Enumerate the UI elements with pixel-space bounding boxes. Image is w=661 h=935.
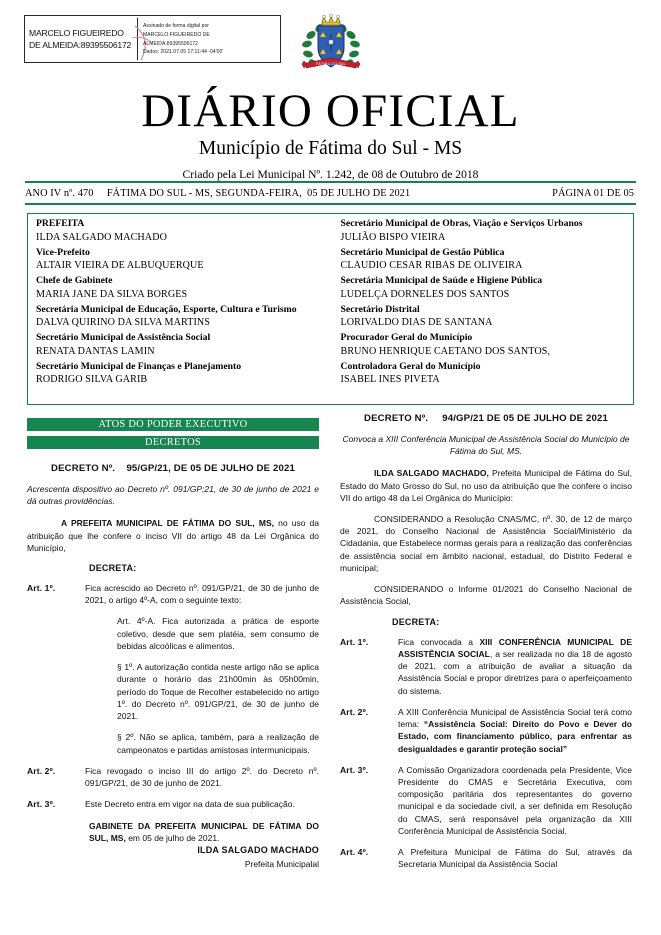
article-block [340, 846, 632, 870]
considerando-1: CONSIDERANDO a Resolução CNAS/MC, nº. 30, de 12 de março de 2021, do Conselho Nacional de Assistência Social/Ministério da Cidadania, que Estabelece normas gerais para a realização das conferências de assistência social em âmbito nacional, estadual, do Distrito Federal e municipal; [340, 513, 633, 573]
article-part-1: A XIII Conferência Municipal de Assistência Social terá como tema: [398, 706, 632, 730]
official-role: Secretário Municipal de Finanças e Planejamento [36, 360, 242, 372]
paragraph-2-text: § 2º. Não se aplica, também, para a realização de campeonatos e partidas amistosas intermunicipais. [117, 732, 319, 755]
official-name: RODRIGO SILVA GARIB [36, 374, 148, 386]
article-label: Art. 3º. [27, 799, 56, 810]
article-block [27, 798, 319, 810]
article-block [27, 582, 319, 606]
officials-column-left [28, 214, 331, 404]
article-block [340, 706, 632, 755]
article-part-1: Fica convocada a [398, 636, 480, 647]
official-role: Procurador Geral do Município [340, 332, 473, 343]
page-number-label: PÁGINA 01 DE 05 [552, 188, 634, 199]
svg-text:FÁTIMA DO SUL: FÁTIMA DO SUL [316, 62, 346, 67]
article-body: Este Decreto entra em vigor na data de sua publicação. [85, 799, 295, 810]
decree-preamble-bold: ILDA SALGADO MACHADO, [374, 468, 489, 479]
official-name: JULIÃO BISPO VIEIRA [340, 231, 446, 243]
official-name: DALVA QUIRINO DA SILVA MARTINS [36, 317, 211, 329]
official-role: Secretário Municipal de Assistência Social [36, 332, 211, 343]
signature-detail-line-4: Dados: 2021.07.05 17:11:44 -04'00' [143, 49, 224, 56]
paragraph-1-text: § 1º. A autorização contida neste artigo não se aplica durante o horário das 21h00min às 05h00min, período do Toque de Recolher estabelecido no artigo 1º. do Decreto nº. 091/GP/21, de 30 de junho de 2021. [117, 662, 319, 722]
decree-preamble-bold: A PREFEITA MUNICIPAL DE FÁTIMA DO SUL, MS, [61, 518, 275, 529]
article-block [340, 636, 632, 697]
article-body: A Prefeitura Municipal de Fátima do Sul, através da Secretaria Municipal da Assistência Social [398, 847, 632, 870]
article-body: Fica revogado o inciso III do artigo 2º. do Decreto nº. 091/GP/21, de 30 de junho de 2021. [85, 765, 319, 789]
official-role: Secretário Municipal de Gestão Pública [340, 246, 505, 258]
signature-detail-line-2: MARCELO FIGUEIREDO DE [143, 31, 210, 38]
official-name: RENATA DANTAS LAMIN [36, 345, 155, 357]
article-body: Fica acrescido ao Decreto nº. 091/GP/21, de 30 de junho de 2021, o artigo 4º-A, com o seguinte texto: [85, 582, 319, 606]
official-name: ILDA SALGADO MACHADO [36, 231, 167, 243]
official-role: Chefe de Gabinete [36, 275, 113, 286]
issue-info-bar [25, 185, 636, 202]
article-body [398, 706, 632, 755]
decree-heading: DECRETO Nº. 94/GP/21 DE 05 DE JULHO DE 2021 [364, 413, 608, 424]
article-body [398, 636, 632, 697]
official-name: ALTAIR VIEIRA DE ALBUQUERQUE [36, 260, 204, 272]
coat-of-arms-icon [298, 13, 364, 85]
article-block [340, 764, 632, 837]
official-role: Secretário Distrital [340, 303, 420, 315]
officials-box [27, 213, 634, 405]
official-name: MARIA JANE DA SILVA BORGES [36, 288, 188, 300]
article-block [27, 765, 319, 789]
decree-column-right [340, 413, 632, 880]
article-theme-bold: “Assistência Social: Direito do Povo e Dever do Estado, com financiamento público, para enfrentar as desigualdades e garantir proteção social” [398, 719, 632, 754]
section-banner-decretos: DECRETOS [27, 436, 319, 449]
closing-rest: em 05 de julho de 2021. [125, 832, 220, 843]
masthead-subtitle: Município de Fátima do Sul - MS [198, 137, 463, 159]
decree-ementa: Acrescenta dispositivo ao Decreto nº. 091/GP;21, de 30 de junho de 2021 e dá outras providências. [27, 484, 319, 507]
official-role: Vice-Prefeito [36, 246, 90, 258]
signer-role: Prefeita Municipalal [244, 859, 319, 870]
article-label: Art. 2º. [27, 765, 56, 776]
decreta-label: DECRETA: [392, 616, 440, 627]
digital-signature-box [24, 15, 281, 63]
decree-closing [89, 820, 319, 871]
official-name: LORIVALDO DIAS DE SANTANA [340, 317, 493, 329]
article-label: Art. 1º. [27, 582, 56, 593]
official-name: LUDELÇA DORNELES DOS SANTOS [340, 288, 510, 300]
officials-column-right [331, 214, 634, 404]
official-name: ISABEL INES PIVETA [340, 374, 440, 386]
official-role: Controladora Geral do Município [340, 360, 481, 372]
signature-details [138, 16, 280, 62]
decree-preamble [340, 467, 632, 504]
masthead-law-line: Criado pela Lei Municipal Nº. 1.242, de 08 de Outubro de 2018 [182, 168, 479, 182]
article-label: Art. 3º. [340, 764, 369, 775]
decree-preamble [27, 517, 319, 554]
signature-detail-line-3: ALMEIDA:89395506172 [143, 40, 198, 47]
decree-ementa: Convoca a XIII Conferência Municipal de Assistência Social do Município de Fátima do Sul, MS. [342, 434, 630, 457]
signature-subject-name: MARCELO FIGUEIREDO DE ALMEIDA:89395506172 [29, 27, 132, 50]
decreta-label: DECRETA: [89, 562, 137, 573]
decree-column-left [27, 455, 319, 870]
article-body: A Comissão Organizadora coordenada pela Presidente, Vice Presidente do CMAS e Secretária Executiva, com composição paritária dos representantes do governo municipal e da sociedade civil, a ser definida em Resolução do CMAS, será responsável pela organização da XIII Conferência Municipal de Assistência Social. [398, 764, 632, 836]
decree-preamble-rest: no uso da atribuição que lhe confere o inciso VII do artigo 48 da Lei Orgânica do Município, [27, 518, 319, 553]
issue-info-left: ANO IV nº. 470 FÁTIMA DO SUL - MS, SEGUNDA-FEIRA, 05 DE JULHO DE 2021 [25, 188, 411, 199]
quoted-article-text: Art. 4º-A. Fica autorizada a prática de esporte coletivo, desde que sem platéia, sem consumo de bebidas alcoólicas e alimentos. [117, 616, 319, 651]
page-title: DIÁRIO OFICIAL [141, 85, 520, 137]
official-role: Secretária Municipal de Saúde e Higiene Pública [340, 275, 543, 286]
article-label: Art. 4º. [340, 847, 369, 858]
official-role: PREFEITA [36, 218, 85, 229]
article-bold-1: XIII CONFERÊNCIA MUNICIPAL DE ASSISTÊNCIA SOCIAL [398, 636, 632, 659]
article-part-2: , a ser realizada no dia 18 de agosto de 2021, com a atribuição de avaliar a situação da Assistência Social e propor diretrizes para o aperfeiçoamento do sistema. [398, 648, 632, 696]
signer-name: ILDA SALGADO MACHADO [197, 845, 319, 856]
decree-heading: DECRETO Nº. 95/GP/21, DE 05 DE JULHO DE 2021 [51, 463, 295, 474]
section-banner-atos: ATOS DO PODER EXECUTIVO [27, 418, 319, 431]
article-label: Art. 2º. [340, 706, 369, 717]
info-rule-top [25, 181, 636, 183]
article-label: Art. 1º. [340, 636, 369, 647]
masthead [0, 85, 661, 182]
signature-detail-line-1: Assinado de forma digital por [143, 22, 209, 29]
official-name: CLAUDIO CESAR RIBAS DE OLIVEIRA [340, 260, 523, 272]
official-role: Secretário Municipal de Obras, Viação e Serviços Urbanos [340, 218, 583, 229]
info-rule-bottom [25, 203, 636, 205]
considerando-2: CONSIDERANDO o Informe 01/2021 do Conselho Nacional de Assistência Social, [340, 584, 632, 607]
closing-bold: GABINETE DA PREFEITA MUNICIPAL DE FÁTIMA DO SUL, MS, [89, 820, 319, 843]
decree-preamble-rest: Prefeita Municipal de Fátima do Sul, Estado do Mato Grosso do Sul, no uso da atribuição que lhe confere o inciso VII do artigo 48 da Lei Orgânica do Município: [340, 468, 632, 503]
official-role: Secretária Municipal de Educação, Esporte, Cultura e Turismo [36, 303, 297, 315]
official-name: BRUNO HENRIQUE CAETANO DOS SANTOS, [340, 345, 551, 357]
